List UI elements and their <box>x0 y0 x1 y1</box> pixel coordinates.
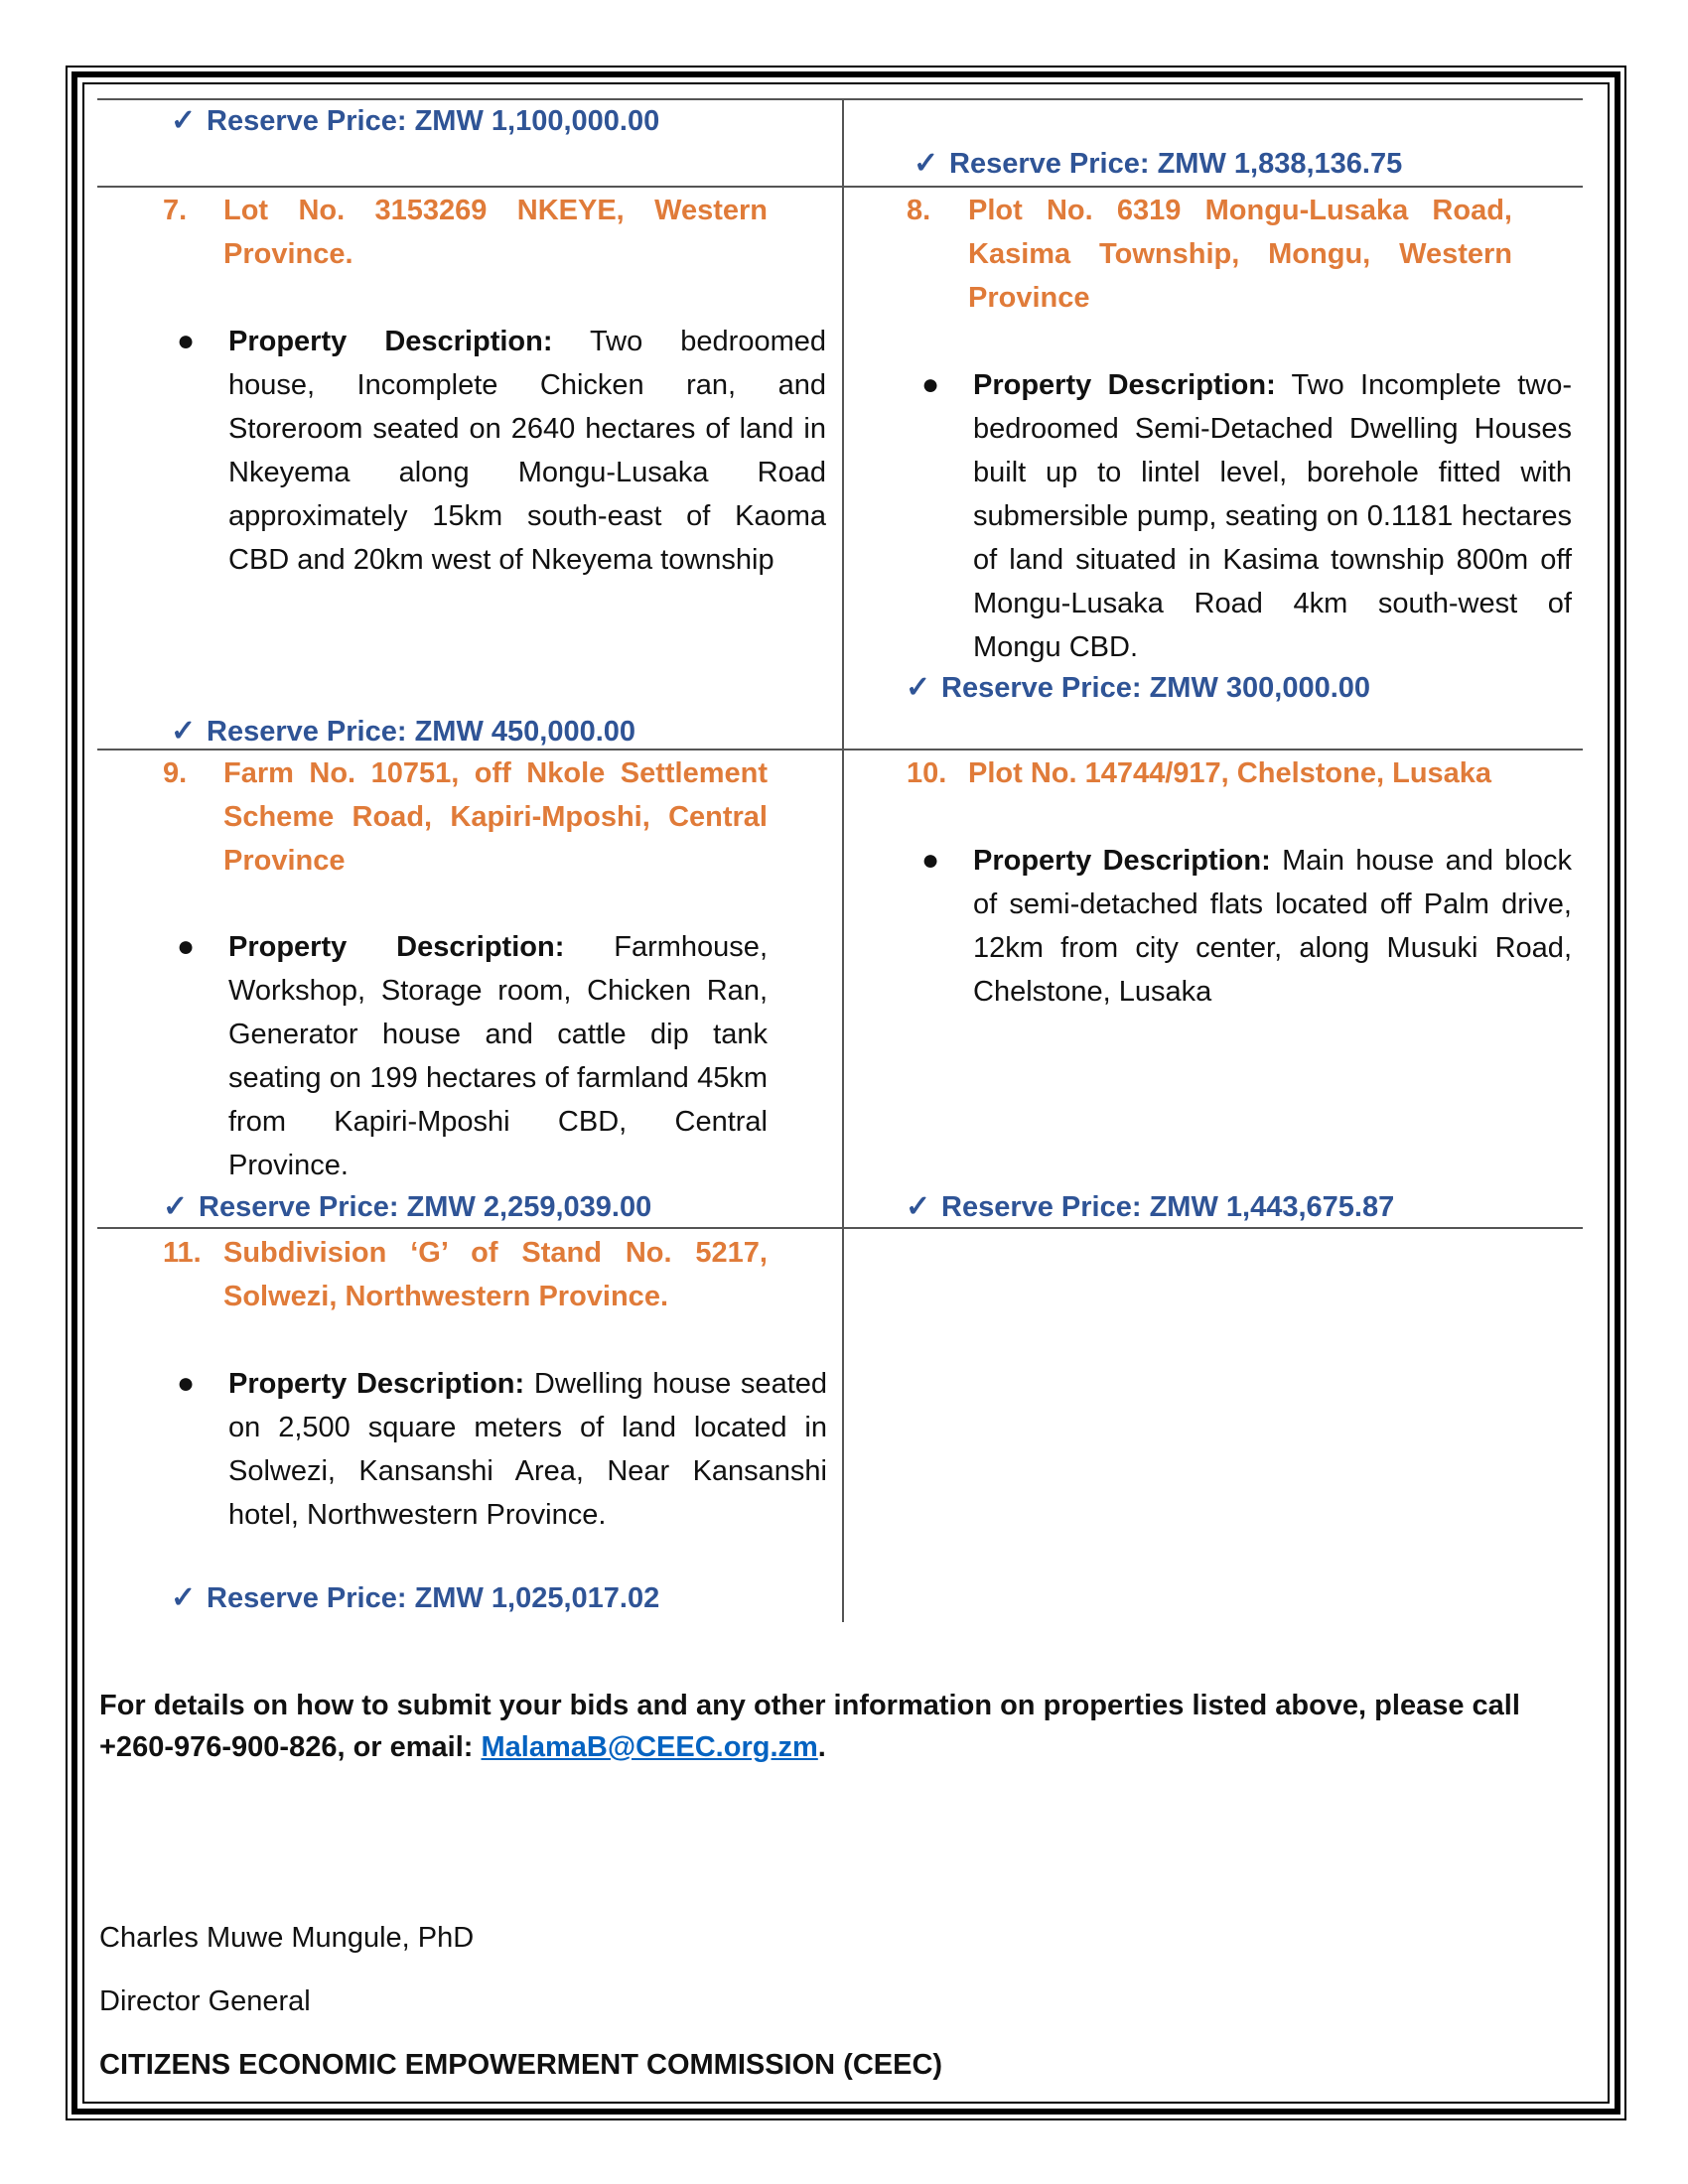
bullet-icon: ● <box>921 844 940 877</box>
organization-name: CITIZENS ECONOMIC EMPOWERMENT COMMISSION (CEEC) <box>99 2049 943 2081</box>
checkmark-icon: ✓ <box>906 1190 931 1223</box>
table-rule-row3 <box>97 1227 1583 1229</box>
contact-email-link[interactable]: MalamaB@CEEC.org.zm <box>481 1731 818 1763</box>
reserve-price-lot7 <box>171 714 635 750</box>
property-description <box>228 925 768 1187</box>
table-column-divider <box>842 98 844 1622</box>
description-text: Two bedroomed house, Incomplete Chicken ran, and Storeroom seated on 2640 hectares of land in Nkeyema along Mongu-Lusaka Road approximately 15km south-east of Kaoma CBD and 20km west of Nkeyema township <box>228 326 826 576</box>
lot-title: Subdivision ‘G’ of Stand No. 5217, Solwezi, Northwestern Province. <box>223 1237 768 1312</box>
lot-title: Lot No. 3153269 NKEYE, Western Province. <box>223 195 768 270</box>
description-label: Property Description: <box>228 1368 525 1400</box>
description-text: Dwelling house seated on 2,500 square meters of land located in Solwezi, Kansanshi Area, Near Kansanshi hotel, Northwestern Province. <box>228 1368 828 1531</box>
property-description <box>228 320 826 582</box>
description-label: Property Description: <box>973 845 1271 877</box>
lot-number: 8. <box>907 195 931 226</box>
lot-title: Farm No. 10751, off Nkole Settlement Scheme Road, Kapiri-Mposhi, Central Province <box>223 757 768 877</box>
contact-note-text: For details on how to submit your bids and any other information on properties listed above, please call +260-976-900-826, or email: <box>99 1690 1520 1763</box>
description-label: Property Description: <box>973 369 1276 401</box>
description-text: Two Incomplete two-bedroomed Semi-Detached Dwelling Houses built up to lintel level, borehole fitted with submersible pump, seating on 0.1181 hectares of land situated in Kasima township 800m off Mongu-Lusaka Road 4km south-west of Mongu CBD. <box>973 369 1573 663</box>
checkmark-icon: ✓ <box>171 1581 197 1614</box>
reserve-price-lot9 <box>163 1189 651 1225</box>
checkmark-icon: ✓ <box>171 104 197 137</box>
reserve-price-lot10 <box>906 1189 1394 1225</box>
bullet-icon: ● <box>177 1367 196 1400</box>
contact-note <box>99 1685 1574 1768</box>
bullet-icon: ● <box>177 325 196 357</box>
description-text: Farmhouse, Workshop, Storage room, Chicken Ran, Generator house and cattle dip tank seating on 199 hectares of farmland 45km from Kapiri-Mposhi CBD, Central Province. <box>228 931 768 1181</box>
reserve-price-row0-right <box>914 146 1402 182</box>
lot-number: 10. <box>907 757 947 789</box>
reserve-price-row0-left <box>171 103 659 139</box>
checkmark-icon: ✓ <box>171 715 197 748</box>
reserve-price-text: Reserve Price: ZMW 1,025,017.02 <box>207 1582 660 1614</box>
reserve-price-text: Reserve Price: ZMW 1,100,000.00 <box>207 105 660 137</box>
lot-title: Plot No. 14744/917, Chelstone, Lusaka <box>968 757 1492 789</box>
reserve-price-lot11 <box>171 1580 659 1616</box>
reserve-price-text: Reserve Price: ZMW 300,000.00 <box>941 672 1371 704</box>
bullet-icon: ● <box>921 368 940 401</box>
lot-number: 11. <box>163 1237 202 1269</box>
contact-note-period: . <box>817 1731 826 1763</box>
property-description <box>973 839 1572 1014</box>
checkmark-icon: ✓ <box>906 671 931 704</box>
reserve-price-text: Reserve Price: ZMW 2,259,039.00 <box>199 1191 652 1223</box>
reserve-price-text: Reserve Price: ZMW 450,000.00 <box>207 716 636 748</box>
lot-title: Plot No. 6319 Mongu-Lusaka Road, Kasima Township, Mongu, Western Province <box>968 195 1512 314</box>
lot-number: 9. <box>163 757 188 789</box>
reserve-price-text: Reserve Price: ZMW 1,838,136.75 <box>949 148 1403 180</box>
checkmark-icon: ✓ <box>914 147 939 180</box>
description-text: Main house and block of semi-detached flats located off Palm drive, 12km from city center, along Musuki Road, Chelstone, Lusaka <box>973 845 1572 1008</box>
description-label: Property Description: <box>228 326 553 357</box>
bullet-icon: ● <box>177 930 196 963</box>
property-description <box>973 363 1572 669</box>
reserve-price-text: Reserve Price: ZMW 1,443,675.87 <box>941 1191 1395 1223</box>
property-description <box>228 1362 827 1537</box>
table-rule-row1 <box>97 186 1583 188</box>
signatory-name: Charles Muwe Mungule, PhD <box>99 1922 475 1954</box>
description-label: Property Description: <box>228 931 565 963</box>
signatory-role: Director General <box>99 1985 311 2017</box>
checkmark-icon: ✓ <box>163 1190 189 1223</box>
lot-number: 7. <box>163 195 188 226</box>
reserve-price-lot8 <box>906 670 1370 706</box>
table-rule-top <box>97 98 1583 100</box>
